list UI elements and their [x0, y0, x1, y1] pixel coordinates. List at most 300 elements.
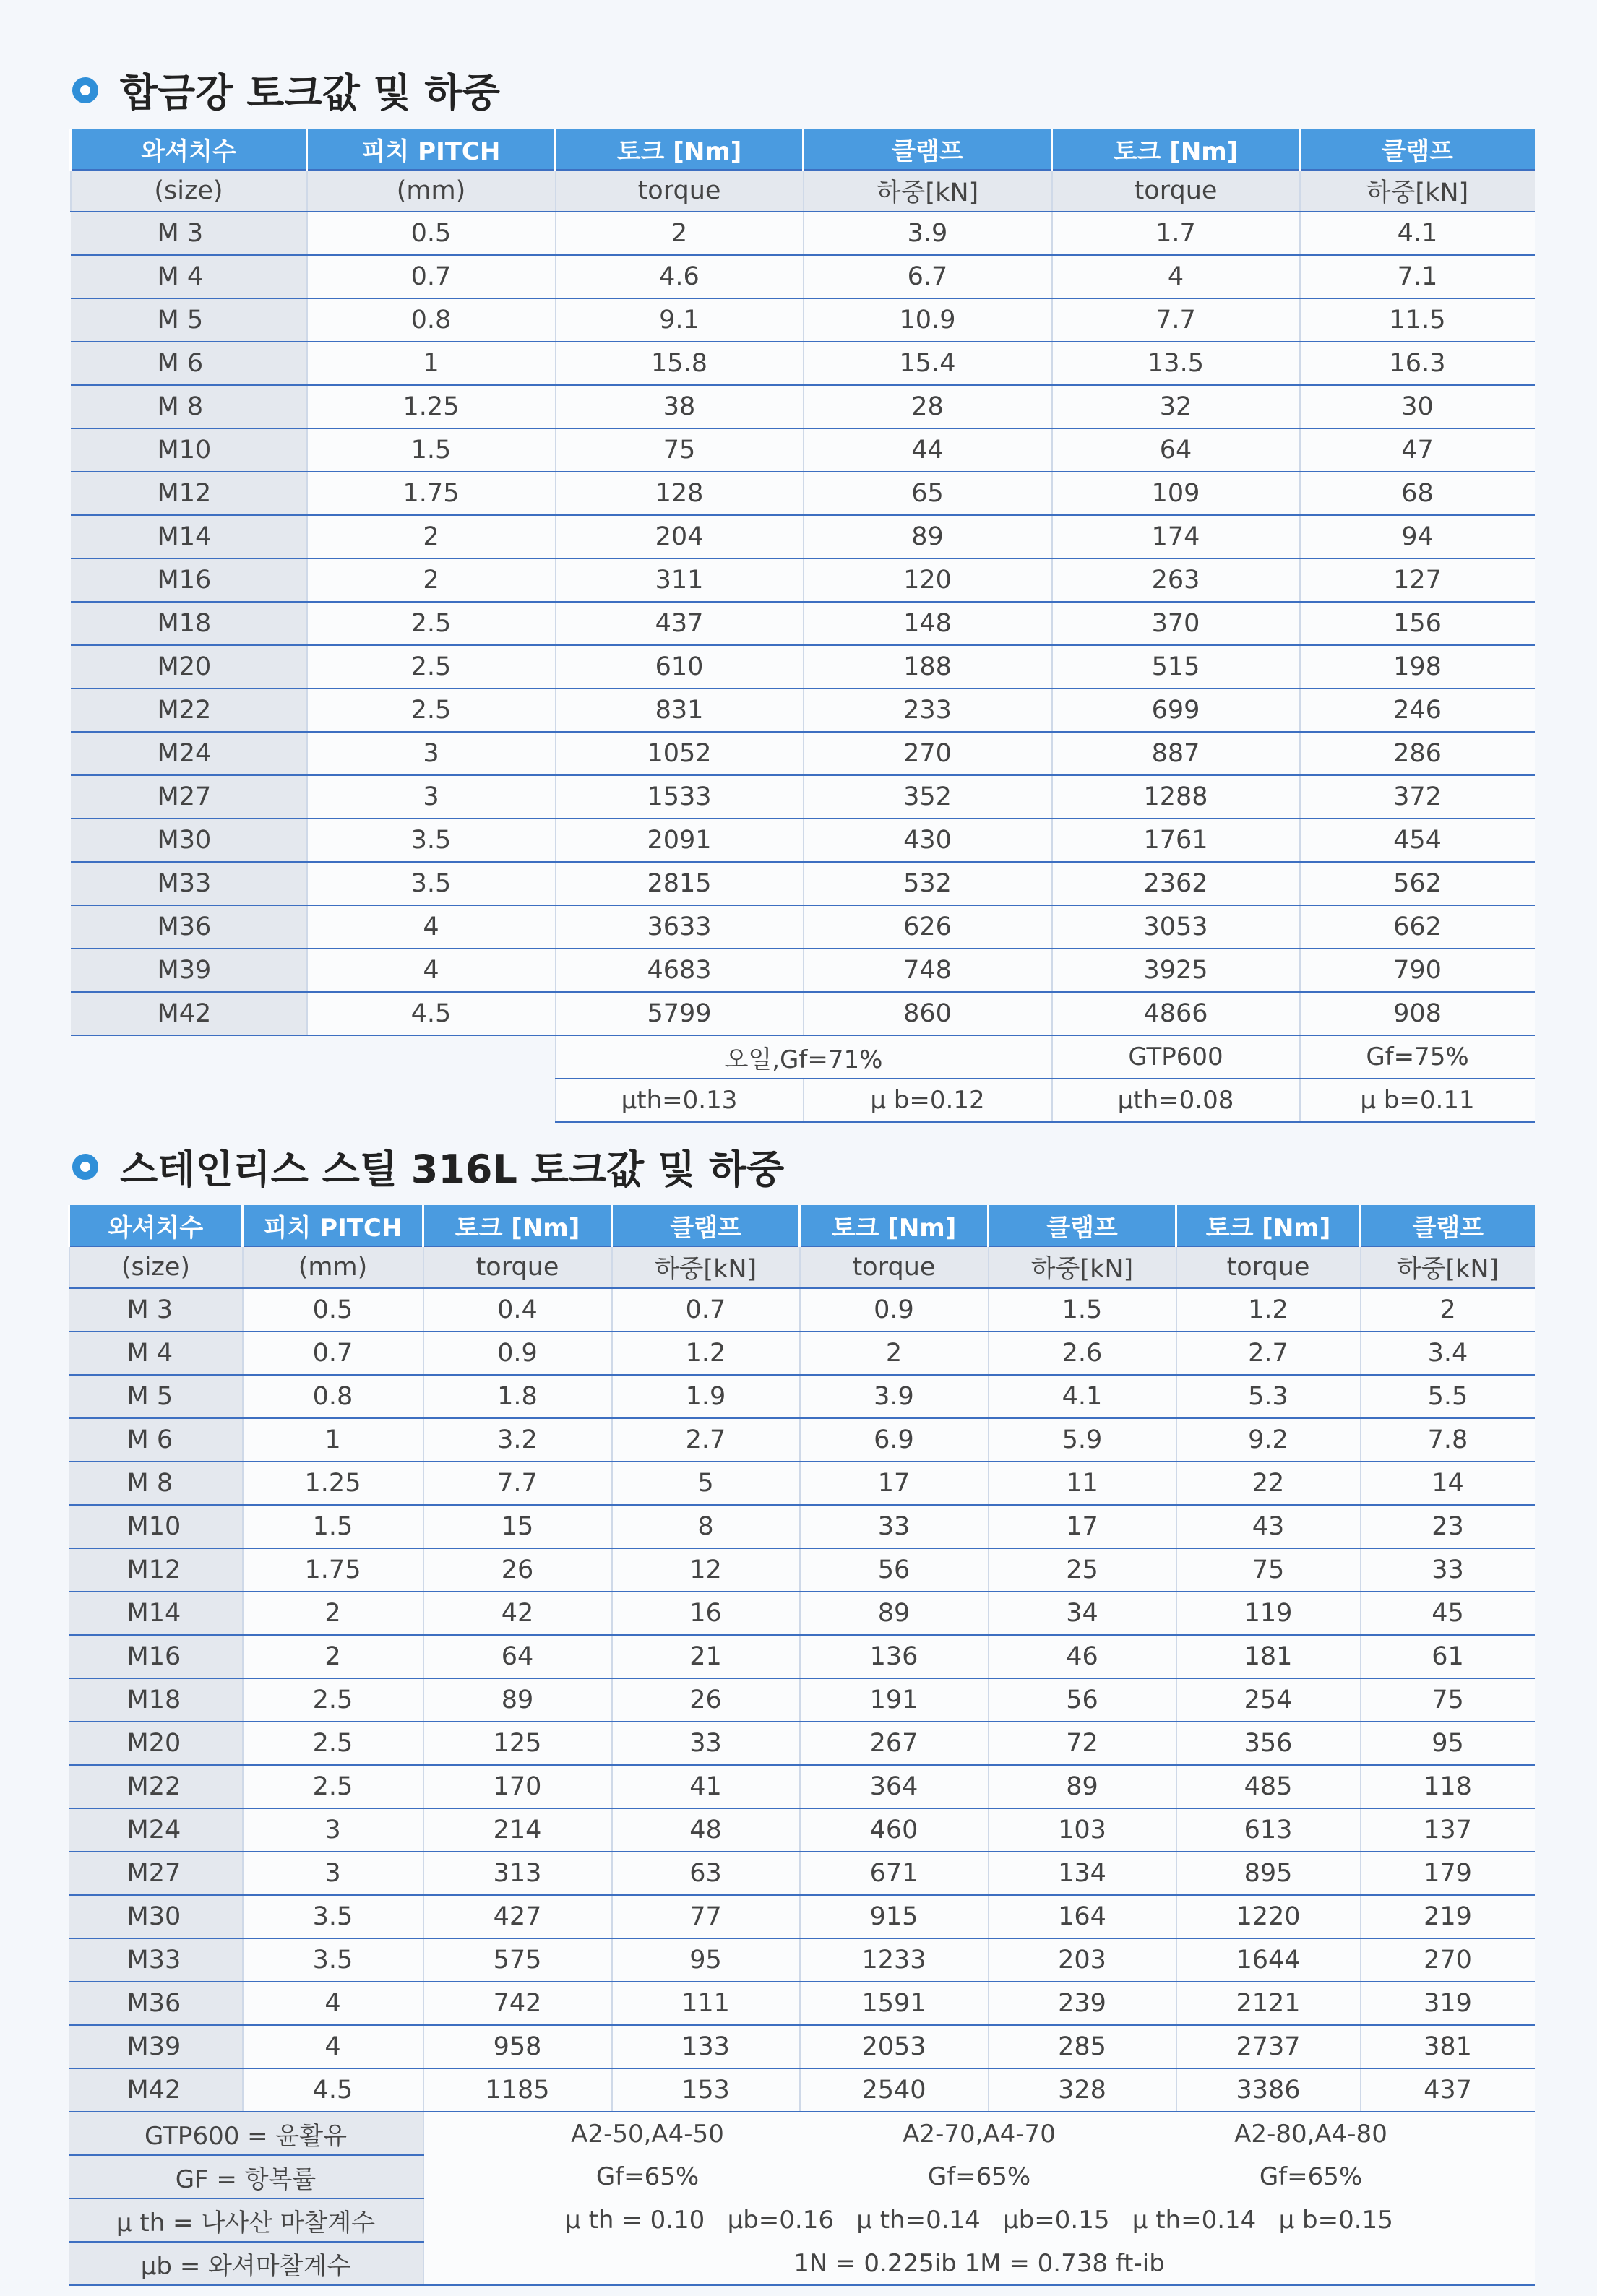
value-cell: 1533	[556, 775, 804, 819]
value-cell: 7.1	[1300, 255, 1535, 298]
value-cell: 1.2	[1176, 1288, 1361, 1332]
value-cell: 38	[556, 385, 804, 428]
value-cell: 263	[1052, 558, 1300, 602]
value-cell: 1220	[1176, 1895, 1361, 1938]
col-subheader: 하중[kN]	[804, 170, 1052, 212]
size-cell: M16	[71, 558, 307, 602]
value-cell: 41	[612, 1765, 800, 1808]
table-row	[71, 732, 1535, 775]
size-cell: M36	[69, 1982, 243, 2025]
size-cell: M16	[69, 1635, 243, 1678]
header-row	[71, 129, 1535, 170]
value-cell: 25	[989, 1548, 1176, 1592]
table-row	[71, 862, 1535, 905]
col-header-torque: 토크 [Nm]	[1052, 129, 1300, 170]
value-cell: 11.5	[1300, 298, 1535, 342]
legend-mu-th: μ th = 나사산 마찰계수	[69, 2198, 423, 2242]
value-cell: 22	[1176, 1462, 1361, 1505]
value-cell: 1052	[556, 732, 804, 775]
col-subheader: 하중[kN]	[1300, 170, 1535, 212]
mu-value: μb=0.15	[1003, 2206, 1110, 2235]
value-cell: 2.6	[989, 1332, 1176, 1375]
value-cell: 89	[800, 1592, 989, 1635]
value-cell: 2.7	[612, 1418, 800, 1462]
size-cell: M20	[69, 1722, 243, 1765]
value-cell: 2091	[556, 819, 804, 862]
table-row	[69, 1635, 1535, 1678]
value-cell: 134	[989, 1852, 1176, 1895]
value-cell: 1.5	[307, 428, 556, 472]
stainless-torque-table	[68, 1205, 1535, 2286]
value-cell: 895	[1176, 1852, 1361, 1895]
table-row	[69, 1592, 1535, 1635]
value-cell: 219	[1361, 1895, 1535, 1938]
col-header-clamp: 클램프	[804, 129, 1052, 170]
size-cell: M42	[69, 2068, 243, 2112]
table-row	[69, 1938, 1535, 1982]
size-cell: M36	[71, 905, 307, 949]
value-cell: 313	[423, 1852, 612, 1895]
value-cell: 286	[1300, 732, 1535, 775]
col-header-pitch: 피치 PITCH	[243, 1205, 423, 1246]
value-cell: 7.8	[1361, 1418, 1535, 1462]
value-cell: 1.8	[423, 1375, 612, 1418]
value-cell: 4.5	[307, 992, 556, 1035]
size-cell: M14	[71, 515, 307, 558]
unit-conversion: 1N = 0.225ib 1M = 0.738 ft-ib	[423, 2242, 1535, 2285]
table-body	[71, 212, 1535, 1035]
value-cell: 95	[612, 1938, 800, 1982]
value-cell: 45	[1361, 1592, 1535, 1635]
footer-row-conditions	[71, 1035, 1535, 1079]
size-cell: M22	[69, 1765, 243, 1808]
value-cell: 1761	[1052, 819, 1300, 862]
value-cell: 4.6	[556, 255, 804, 298]
value-cell: 9.2	[1176, 1418, 1361, 1462]
value-cell: 2121	[1176, 1982, 1361, 2025]
value-cell: 4	[307, 949, 556, 992]
value-cell: 0.7	[612, 1288, 800, 1332]
value-cell: 1288	[1052, 775, 1300, 819]
value-cell: 1.7	[1052, 212, 1300, 255]
value-cell: 626	[804, 905, 1052, 949]
col-subheader: (size)	[69, 1246, 243, 1288]
value-cell: 4	[1052, 255, 1300, 298]
table-row	[69, 1982, 1535, 2025]
value-cell: 2	[243, 1635, 423, 1678]
value-cell: 137	[1361, 1808, 1535, 1852]
col-header-torque: 토크 [Nm]	[800, 1205, 989, 1246]
value-cell: 742	[423, 1982, 612, 2025]
value-cell: 2.5	[243, 1678, 423, 1722]
value-cell: 1.75	[243, 1548, 423, 1592]
size-cell: M27	[69, 1852, 243, 1895]
footer-condition-gf: Gf=75%	[1300, 1035, 1535, 1079]
value-cell: 2.5	[243, 1722, 423, 1765]
value-cell: 65	[804, 472, 1052, 515]
value-cell: 908	[1300, 992, 1535, 1035]
legend-gf: GF = 항복률	[69, 2155, 423, 2198]
value-cell: 56	[800, 1548, 989, 1592]
value-cell: 364	[800, 1765, 989, 1808]
footer-mu-b: μ b=0.11	[1300, 1079, 1535, 1122]
size-cell: M 6	[69, 1418, 243, 1462]
legend-mu-values	[423, 2198, 1535, 2242]
subheader-row	[71, 170, 1535, 212]
value-cell: 1.2	[612, 1332, 800, 1375]
value-cell: 1.25	[307, 385, 556, 428]
footer-condition-gtp600: GTP600	[1052, 1035, 1300, 1079]
footer-mu-th: μth=0.08	[1052, 1079, 1300, 1122]
value-cell: 1.5	[243, 1505, 423, 1548]
col-subheader: torque	[423, 1246, 612, 1288]
table-row	[71, 645, 1535, 689]
table-row	[71, 212, 1535, 255]
value-cell: 1644	[1176, 1938, 1361, 1982]
value-cell: 3386	[1176, 2068, 1361, 2112]
col-subheader: 하중[kN]	[1361, 1246, 1535, 1288]
value-cell: 5	[612, 1462, 800, 1505]
value-cell: 5.5	[1361, 1375, 1535, 1418]
gf-value: Gf=65%	[927, 2162, 1031, 2191]
legend-row	[69, 2155, 1535, 2198]
value-cell: 2	[800, 1332, 989, 1375]
size-cell: M 4	[69, 1332, 243, 1375]
value-cell: 127	[1300, 558, 1535, 602]
value-cell: 21	[612, 1635, 800, 1678]
value-cell: 44	[804, 428, 1052, 472]
value-cell: 136	[800, 1635, 989, 1678]
value-cell: 0.8	[243, 1375, 423, 1418]
subheader-row	[69, 1246, 1535, 1288]
size-cell: M14	[69, 1592, 243, 1635]
size-cell: M 3	[71, 212, 307, 255]
footer-mu-b: μ b=0.12	[804, 1079, 1052, 1122]
value-cell: 63	[612, 1852, 800, 1895]
col-header-clamp: 클램프	[612, 1205, 800, 1246]
table-row	[69, 1288, 1535, 1332]
value-cell: 34	[989, 1592, 1176, 1635]
section-title-text: 합금강 토크값 및 하중	[120, 70, 500, 116]
value-cell: 179	[1361, 1852, 1535, 1895]
col-subheader: (size)	[71, 170, 307, 212]
table-row	[71, 992, 1535, 1035]
value-cell: 133	[612, 2025, 800, 2068]
footer-condition-oil: 오일,Gf=71%	[556, 1035, 1052, 1079]
value-cell: 5.3	[1176, 1375, 1361, 1418]
value-cell: 33	[800, 1505, 989, 1548]
footer-mu-th: μth=0.13	[556, 1079, 804, 1122]
table-row	[69, 1722, 1535, 1765]
value-cell: 46	[989, 1635, 1176, 1678]
value-cell: 64	[1052, 428, 1300, 472]
value-cell: 860	[804, 992, 1052, 1035]
col-subheader: torque	[1176, 1246, 1361, 1288]
value-cell: 671	[800, 1852, 989, 1895]
value-cell: 164	[989, 1895, 1176, 1938]
value-cell: 94	[1300, 515, 1535, 558]
legend-gf-values	[423, 2155, 1535, 2198]
col-header-clamp: 클램프	[989, 1205, 1176, 1246]
size-cell: M 4	[71, 255, 307, 298]
alloy-steel-torque-table	[69, 129, 1535, 1123]
value-cell: 14	[1361, 1462, 1535, 1505]
value-cell: 3.5	[243, 1938, 423, 1982]
value-cell: 0.9	[423, 1332, 612, 1375]
value-cell: 748	[804, 949, 1052, 992]
value-cell: 77	[612, 1895, 800, 1938]
value-cell: 381	[1361, 2025, 1535, 2068]
value-cell: 75	[556, 428, 804, 472]
value-cell: 6.9	[800, 1418, 989, 1462]
value-cell: 454	[1300, 819, 1535, 862]
table-row	[69, 1852, 1535, 1895]
value-cell: 3.5	[307, 819, 556, 862]
col-subheader: (mm)	[307, 170, 556, 212]
table-row	[71, 819, 1535, 862]
value-cell: 198	[1300, 645, 1535, 689]
value-cell: 3.5	[307, 862, 556, 905]
table-row	[71, 602, 1535, 645]
value-cell: 613	[1176, 1808, 1361, 1852]
size-cell: M39	[69, 2025, 243, 2068]
section-title-text: 스테인리스 스틸 316L 토크값 및 하중	[120, 1147, 785, 1192]
value-cell: 233	[804, 689, 1052, 732]
value-cell: 0.5	[307, 212, 556, 255]
value-cell: 72	[989, 1722, 1176, 1765]
value-cell: 427	[423, 1895, 612, 1938]
size-cell: M10	[69, 1505, 243, 1548]
value-cell: 156	[1300, 602, 1535, 645]
value-cell: 1	[307, 342, 556, 385]
value-cell: 1233	[800, 1938, 989, 1982]
value-cell: 5.9	[989, 1418, 1176, 1462]
value-cell: 203	[989, 1938, 1176, 1982]
value-cell: 103	[989, 1808, 1176, 1852]
size-cell: M24	[71, 732, 307, 775]
value-cell: 89	[804, 515, 1052, 558]
value-cell: 17	[989, 1505, 1176, 1548]
value-cell: 270	[1361, 1938, 1535, 1982]
table-row	[69, 2068, 1535, 2112]
table-row	[69, 1678, 1535, 1722]
value-cell: 148	[804, 602, 1052, 645]
value-cell: 33	[1361, 1548, 1535, 1592]
mu-value: μ th=0.14	[856, 2206, 981, 2235]
value-cell: 831	[556, 689, 804, 732]
table-row	[71, 342, 1535, 385]
footer-blank	[71, 1035, 556, 1079]
value-cell: 118	[1361, 1765, 1535, 1808]
size-cell: M 5	[69, 1375, 243, 1418]
value-cell: 2053	[800, 2025, 989, 2068]
value-cell: 125	[423, 1722, 612, 1765]
value-cell: 1.25	[243, 1462, 423, 1505]
value-cell: 4.1	[989, 1375, 1176, 1418]
value-cell: 111	[612, 1982, 800, 2025]
mu-value: μ b=0.15	[1278, 2206, 1393, 2235]
legend-grades	[423, 2112, 1535, 2155]
value-cell: 3	[307, 775, 556, 819]
value-cell: 3053	[1052, 905, 1300, 949]
value-cell: 47	[1300, 428, 1535, 472]
value-cell: 89	[989, 1765, 1176, 1808]
circle-bullet-icon	[72, 77, 98, 103]
value-cell: 1.9	[612, 1375, 800, 1418]
table-row	[69, 1808, 1535, 1852]
value-cell: 3	[243, 1852, 423, 1895]
value-cell: 3925	[1052, 949, 1300, 992]
value-cell: 270	[804, 732, 1052, 775]
value-cell: 26	[612, 1678, 800, 1722]
grade-a2-80: A2-80,A4-80	[1234, 2119, 1387, 2149]
value-cell: 2.5	[243, 1765, 423, 1808]
value-cell: 515	[1052, 645, 1300, 689]
value-cell: 188	[804, 645, 1052, 689]
size-cell: M12	[69, 1548, 243, 1592]
value-cell: 10.9	[804, 298, 1052, 342]
value-cell: 5799	[556, 992, 804, 1035]
table-body	[69, 1288, 1535, 2112]
value-cell: 2	[243, 1592, 423, 1635]
size-cell: M10	[71, 428, 307, 472]
size-cell: M 8	[71, 385, 307, 428]
value-cell: 1.75	[307, 472, 556, 515]
footer-row-friction	[71, 1079, 1535, 1122]
value-cell: 4	[243, 2025, 423, 2068]
table-row	[71, 515, 1535, 558]
value-cell: 64	[423, 1635, 612, 1678]
col-subheader: torque	[800, 1246, 989, 1288]
value-cell: 0.8	[307, 298, 556, 342]
gf-value: Gf=65%	[1259, 2162, 1363, 2191]
size-cell: M 6	[71, 342, 307, 385]
value-cell: 2815	[556, 862, 804, 905]
value-cell: 2540	[800, 2068, 989, 2112]
value-cell: 0.7	[307, 255, 556, 298]
value-cell: 3	[307, 732, 556, 775]
size-cell: M30	[71, 819, 307, 862]
col-subheader: torque	[556, 170, 804, 212]
value-cell: 2362	[1052, 862, 1300, 905]
col-subheader: (mm)	[243, 1246, 423, 1288]
value-cell: 662	[1300, 905, 1535, 949]
value-cell: 7.7	[1052, 298, 1300, 342]
header-row	[69, 1205, 1535, 1246]
value-cell: 174	[1052, 515, 1300, 558]
value-cell: 4866	[1052, 992, 1300, 1035]
value-cell: 437	[556, 602, 804, 645]
table-row	[71, 905, 1535, 949]
value-cell: 75	[1361, 1678, 1535, 1722]
value-cell: 2.5	[307, 689, 556, 732]
legend-row	[69, 2242, 1535, 2285]
value-cell: 887	[1052, 732, 1300, 775]
value-cell: 356	[1176, 1722, 1361, 1765]
col-header-torque: 토크 [Nm]	[1176, 1205, 1361, 1246]
value-cell: 120	[804, 558, 1052, 602]
table-row	[71, 385, 1535, 428]
legend-mu-b: μb = 와셔마찰계수	[69, 2242, 423, 2285]
value-cell: 153	[612, 2068, 800, 2112]
value-cell: 11	[989, 1462, 1176, 1505]
legend-gtp600: GTP600 = 윤활유	[69, 2112, 423, 2155]
value-cell: 575	[423, 1938, 612, 1982]
table-row	[71, 472, 1535, 515]
value-cell: 1	[243, 1418, 423, 1462]
col-header-size: 와셔치수	[69, 1205, 243, 1246]
value-cell: 191	[800, 1678, 989, 1722]
footer-blank	[71, 1079, 556, 1122]
value-cell: 1591	[800, 1982, 989, 2025]
value-cell: 33	[612, 1722, 800, 1765]
value-cell: 6.7	[804, 255, 1052, 298]
value-cell: 3.9	[800, 1375, 989, 1418]
value-cell: 95	[1361, 1722, 1535, 1765]
value-cell: 532	[804, 862, 1052, 905]
section-title-stainless	[72, 1139, 784, 1194]
value-cell: 437	[1361, 2068, 1535, 2112]
value-cell: 246	[1300, 689, 1535, 732]
table-row	[71, 775, 1535, 819]
value-cell: 128	[556, 472, 804, 515]
value-cell: 15	[423, 1505, 612, 1548]
col-subheader: 하중[kN]	[612, 1246, 800, 1288]
value-cell: 430	[804, 819, 1052, 862]
value-cell: 1185	[423, 2068, 612, 2112]
col-header-clamp: 클램프	[1361, 1205, 1535, 1246]
table-legend	[69, 2112, 1535, 2285]
value-cell: 23	[1361, 1505, 1535, 1548]
col-header-pitch: 피치 PITCH	[307, 129, 556, 170]
value-cell: 2.5	[307, 645, 556, 689]
value-cell: 2737	[1176, 2025, 1361, 2068]
size-cell: M 3	[69, 1288, 243, 1332]
value-cell: 16.3	[1300, 342, 1535, 385]
table-row	[71, 689, 1535, 732]
value-cell: 4.1	[1300, 212, 1535, 255]
size-cell: M22	[71, 689, 307, 732]
mu-value: μ th=0.14	[1132, 2206, 1257, 2235]
value-cell: 4683	[556, 949, 804, 992]
value-cell: 285	[989, 2025, 1176, 2068]
value-cell: 170	[423, 1765, 612, 1808]
gf-value: Gf=65%	[595, 2162, 700, 2191]
value-cell: 699	[1052, 689, 1300, 732]
table-row	[69, 1332, 1535, 1375]
value-cell: 1.5	[989, 1288, 1176, 1332]
value-cell: 7.7	[423, 1462, 612, 1505]
value-cell: 0.9	[800, 1288, 989, 1332]
value-cell: 109	[1052, 472, 1300, 515]
table-row	[71, 428, 1535, 472]
value-cell: 32	[1052, 385, 1300, 428]
value-cell: 370	[1052, 602, 1300, 645]
size-cell: M 5	[71, 298, 307, 342]
col-header-clamp: 클램프	[1300, 129, 1535, 170]
size-cell: M27	[71, 775, 307, 819]
table-row	[69, 2025, 1535, 2068]
value-cell: 3.9	[804, 212, 1052, 255]
size-cell: M30	[69, 1895, 243, 1938]
value-cell: 311	[556, 558, 804, 602]
value-cell: 2	[556, 212, 804, 255]
col-header-size: 와셔치수	[71, 129, 307, 170]
col-header-torque: 토크 [Nm]	[556, 129, 804, 170]
table-row	[71, 949, 1535, 992]
value-cell: 460	[800, 1808, 989, 1852]
size-cell: M42	[71, 992, 307, 1035]
